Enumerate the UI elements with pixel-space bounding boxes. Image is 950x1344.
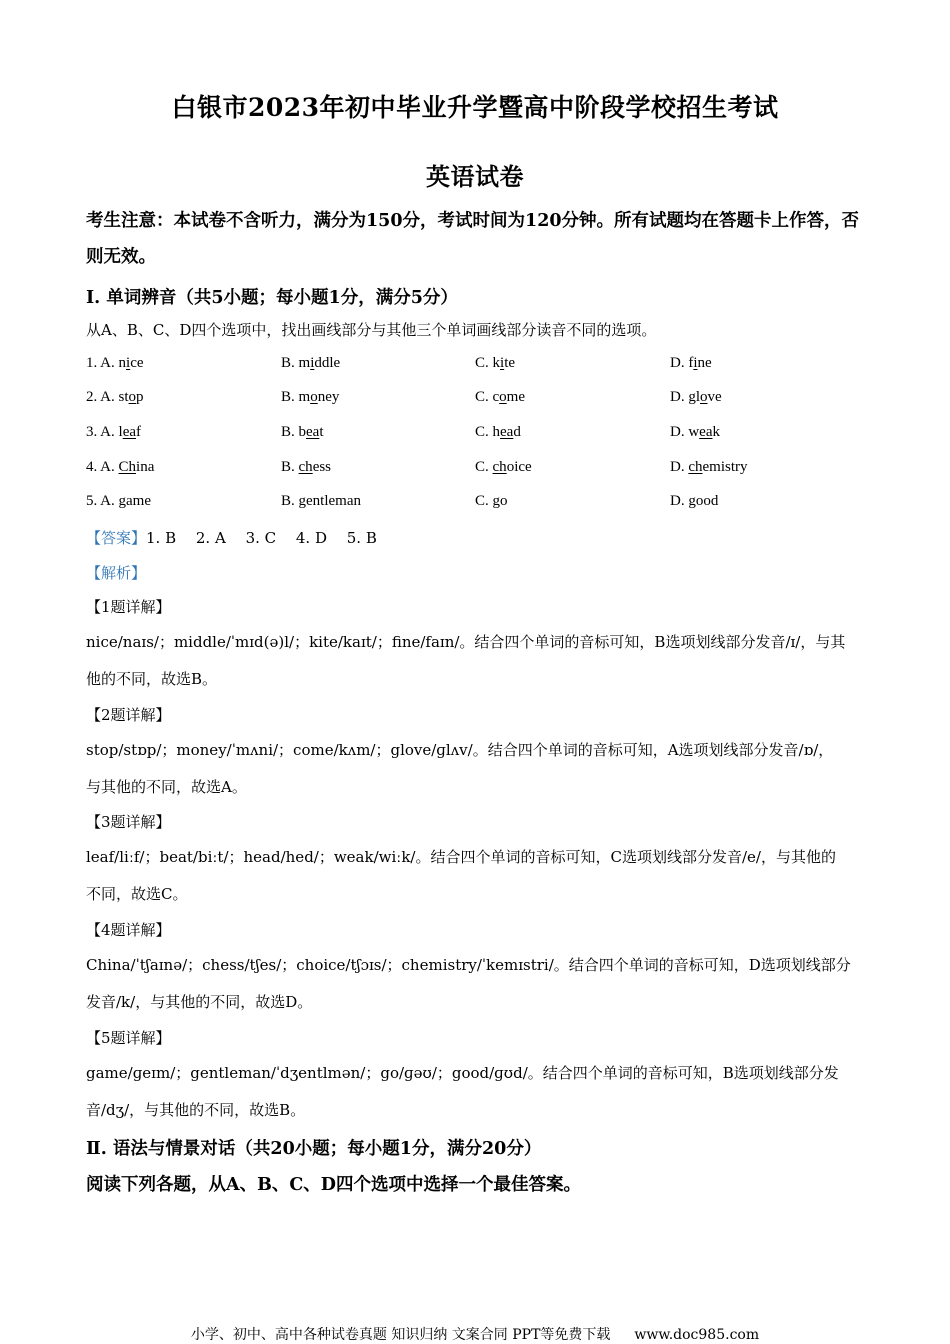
- option-c: [475, 424, 521, 441]
- option-suffix: k: [712, 424, 720, 440]
- option-prefix: st: [118, 389, 129, 405]
- footer-site[interactable]: www.doc985.com: [634, 1327, 760, 1343]
- underlined-part: i: [693, 355, 698, 371]
- underlined-part: ch: [492, 459, 507, 475]
- option-d: [670, 355, 712, 372]
- detail-tag: 【2题详解】: [86, 706, 171, 724]
- section1-heading: Ⅰ. 单词辨音（共5小题；每小题1分，满分5分）: [86, 288, 458, 308]
- underlined-part: g: [688, 493, 696, 509]
- option-prefix: D.: [670, 493, 689, 509]
- option-prefix: C.: [475, 493, 493, 509]
- detail-line: 与其他的不同，故选A。: [86, 778, 247, 796]
- option-suffix: ess: [312, 459, 332, 475]
- detail-line: 音/dʒ/，与其他的不同，故选B。: [86, 1101, 306, 1119]
- option-a: [86, 459, 154, 476]
- detail-tag: 【4题详解】: [86, 921, 171, 939]
- detail-tag: 【5题详解】: [86, 1029, 171, 1047]
- option-suffix: ame: [126, 493, 151, 509]
- option-prefix: C. h: [475, 424, 501, 440]
- option-b: [281, 355, 340, 372]
- question-number: 5. A.: [86, 493, 115, 509]
- option-d: [670, 493, 718, 510]
- option-prefix: B. m: [281, 389, 311, 405]
- underlined-part: ch: [688, 459, 703, 475]
- option-suffix: ney: [317, 389, 340, 405]
- exam-title: 白银市2023年初中毕业升学暨高中阶段学校招生考试: [171, 93, 779, 122]
- detail-line: leaf/liːf/；beat/biːt/；head/hed/；weak/wiːk/。结合四个单词的音标可知，C选项划线部分发音/e/，与其他的: [86, 848, 836, 866]
- underlined-part: o: [700, 389, 708, 405]
- option-b: [281, 493, 361, 510]
- option-a: [86, 355, 144, 372]
- question-number: 4. A.: [86, 459, 115, 475]
- option-suffix: ina: [136, 459, 155, 475]
- detail-line: 他的不同，故选B。: [86, 670, 218, 688]
- option-d: [670, 459, 748, 476]
- section1-instruction: 从A、B、C、D四个选项中，找出画线部分与其他三个单词画线部分读音不同的选项。: [86, 321, 657, 339]
- option-c: [475, 459, 532, 476]
- option-suffix: o: [500, 493, 508, 509]
- exam-notice: 考生注意：本试卷不含听力，满分为150分，考试时间为120分钟。所有试题均在答题卡上作答，否则无效。: [86, 211, 860, 267]
- option-a: [86, 389, 144, 406]
- exam-subtitle: 英语试卷: [426, 162, 524, 191]
- option-suffix: oice: [506, 459, 532, 475]
- option-prefix: D.: [670, 459, 689, 475]
- detail-line: nice/naɪs/；middle/ˈmɪd(ə)l/；kite/kaɪt/；fine/faɪn/。结合四个单词的音标可知，B选项划线部分发音/ɪ/，与其: [86, 633, 846, 651]
- option-prefix: l: [118, 424, 123, 440]
- option-prefix: D. gl: [670, 389, 700, 405]
- answer-line: [86, 520, 876, 557]
- option-a: [86, 493, 151, 510]
- underlined-part: ch: [298, 459, 313, 475]
- detail-line: 发音/k/，与其他的不同，故选D。: [86, 993, 313, 1011]
- section2-instruction: 阅读下列各题，从A、B、C、D四个选项中选择一个最佳答案。: [86, 1175, 581, 1195]
- question-number: 2. A.: [86, 389, 115, 405]
- underlined-part: i: [126, 355, 131, 371]
- underlined-part: o: [128, 389, 137, 405]
- detail-line: 不同，故选C。: [86, 885, 188, 903]
- option-suffix: emistry: [702, 459, 748, 475]
- underlined-part: ea: [699, 424, 713, 440]
- option-suffix: p: [136, 389, 144, 405]
- option-prefix: n: [118, 355, 127, 371]
- underlined-part: ea: [500, 424, 514, 440]
- underlined-part: g: [118, 493, 127, 509]
- option-suffix: te: [504, 355, 516, 371]
- detail-tag: 【3题详解】: [86, 813, 171, 831]
- underlined-part: o: [499, 389, 507, 405]
- option-prefix: D. f: [670, 355, 694, 371]
- underlined-part: g: [492, 493, 501, 509]
- option-prefix: D. w: [670, 424, 700, 440]
- option-suffix: f: [136, 424, 142, 440]
- detail-line: game/ɡeɪm/；gentleman/ˈdʒentlmən/；go/ɡəʊ/；good/ɡʊd/。结合四个单词的音标可知，B选项划线部分发: [86, 1064, 839, 1082]
- answer-tag: 【答案】: [86, 529, 147, 547]
- underlined-part: i: [500, 355, 505, 371]
- underlined-part: i: [310, 355, 315, 371]
- option-c: [475, 355, 515, 372]
- detail-tag: 【1题详解】: [86, 598, 171, 616]
- option-prefix: C. k: [475, 355, 501, 371]
- option-prefix: B. m: [281, 355, 311, 371]
- option-suffix: me: [506, 389, 525, 405]
- option-prefix: C. c: [475, 389, 500, 405]
- option-suffix: ve: [707, 389, 722, 405]
- option-suffix: d: [513, 424, 521, 440]
- option-prefix: B.: [281, 493, 299, 509]
- option-suffix: entleman: [306, 493, 361, 509]
- underlined-part: o: [310, 389, 318, 405]
- option-d: [670, 424, 720, 441]
- page-footer: [0, 1324, 950, 1344]
- question-number: 1. A.: [86, 355, 115, 371]
- detail-line: China/ˈtʃaɪnə/；chess/tʃes/；choice/tʃɔɪs/；chemistry/ˈkemɪstri/。结合四个单词的音标可知，D选项划线部分: [86, 956, 851, 974]
- option-b: [281, 459, 331, 476]
- option-b: [281, 389, 339, 406]
- underlined-part: ea: [122, 424, 137, 440]
- option-d: [670, 389, 722, 406]
- answer-values: 1. B 2. A 3. C 4. D 5. B: [146, 529, 377, 547]
- option-suffix: ddle: [314, 355, 341, 371]
- underlined-part: g: [298, 493, 307, 509]
- analysis-tag: 【解析】: [86, 564, 147, 582]
- question-number: 3. A.: [86, 424, 115, 440]
- option-suffix: ne: [697, 355, 712, 371]
- option-a: [86, 424, 141, 441]
- option-prefix: B.: [281, 459, 299, 475]
- option-b: [281, 424, 324, 441]
- detail-line: stop/stɒp/；money/ˈmʌni/；come/kʌm/；glove/ɡlʌv/。结合四个单词的音标可知，A选项划线部分发音/ɒ/，: [86, 741, 834, 759]
- underlined-part: Ch: [118, 459, 137, 475]
- option-c: [475, 493, 508, 510]
- footer-text: 小学、初中、高中各种试卷真题 知识归纳 文案合同 PPT等免费下载: [190, 1327, 611, 1343]
- option-prefix: B. b: [281, 424, 307, 440]
- option-suffix: ood: [695, 493, 719, 509]
- underlined-part: ea: [306, 424, 320, 440]
- option-prefix: C.: [475, 459, 493, 475]
- option-suffix: ce: [130, 355, 144, 371]
- option-c: [475, 389, 525, 406]
- section2-heading: Ⅱ. 语法与情景对话（共20小题；每小题1分，满分20分）: [86, 1139, 542, 1159]
- option-suffix: t: [319, 424, 324, 440]
